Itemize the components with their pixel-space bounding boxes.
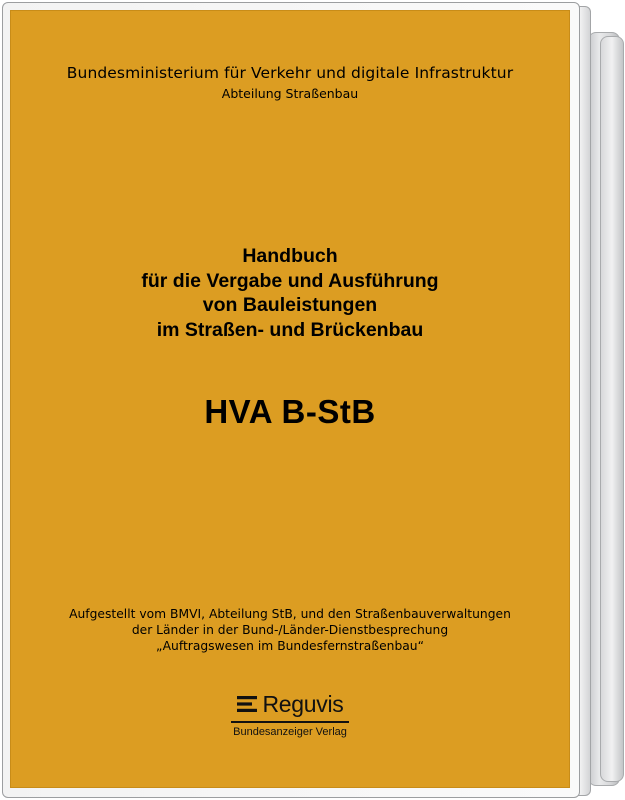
- binder-cover: [10, 10, 570, 788]
- publisher-logo-row: [237, 690, 344, 718]
- handbook-abbreviation: HVA B-StB: [204, 393, 376, 430]
- title-line: von Bauleistungen: [202, 294, 378, 316]
- compiled-by-note: [10, 606, 570, 654]
- publisher-divider: [231, 721, 349, 723]
- title-line: Handbuch: [242, 245, 338, 267]
- compiled-line: der Länder in der Bund-/Länder-Dienstbesprechung: [131, 623, 449, 637]
- compiled-line: „Auftragswesen im Bundesfernstraßenbau“: [156, 639, 424, 653]
- handbook-title: [10, 244, 570, 342]
- department-name: Abteilung Straßenbau: [221, 86, 359, 101]
- publisher-subline: Bundesanzeiger Verlag: [233, 726, 347, 738]
- ministry-name: Bundesministerium für Verkehr und digitale Infrastruktur: [66, 64, 514, 82]
- binder-back-page-inner: [600, 36, 624, 782]
- title-line: im Straßen- und Brückenbau: [156, 318, 424, 341]
- reguvis-lines-icon: [237, 695, 259, 713]
- publisher-logo: [10, 690, 570, 738]
- publisher-name: Reguvis: [262, 690, 344, 717]
- compiled-line: Aufgestellt vom BMVI, Abteilung StB, und den Straßenbauverwaltungen: [69, 607, 511, 621]
- title-line: für die Vergabe und Ausführung: [141, 269, 439, 292]
